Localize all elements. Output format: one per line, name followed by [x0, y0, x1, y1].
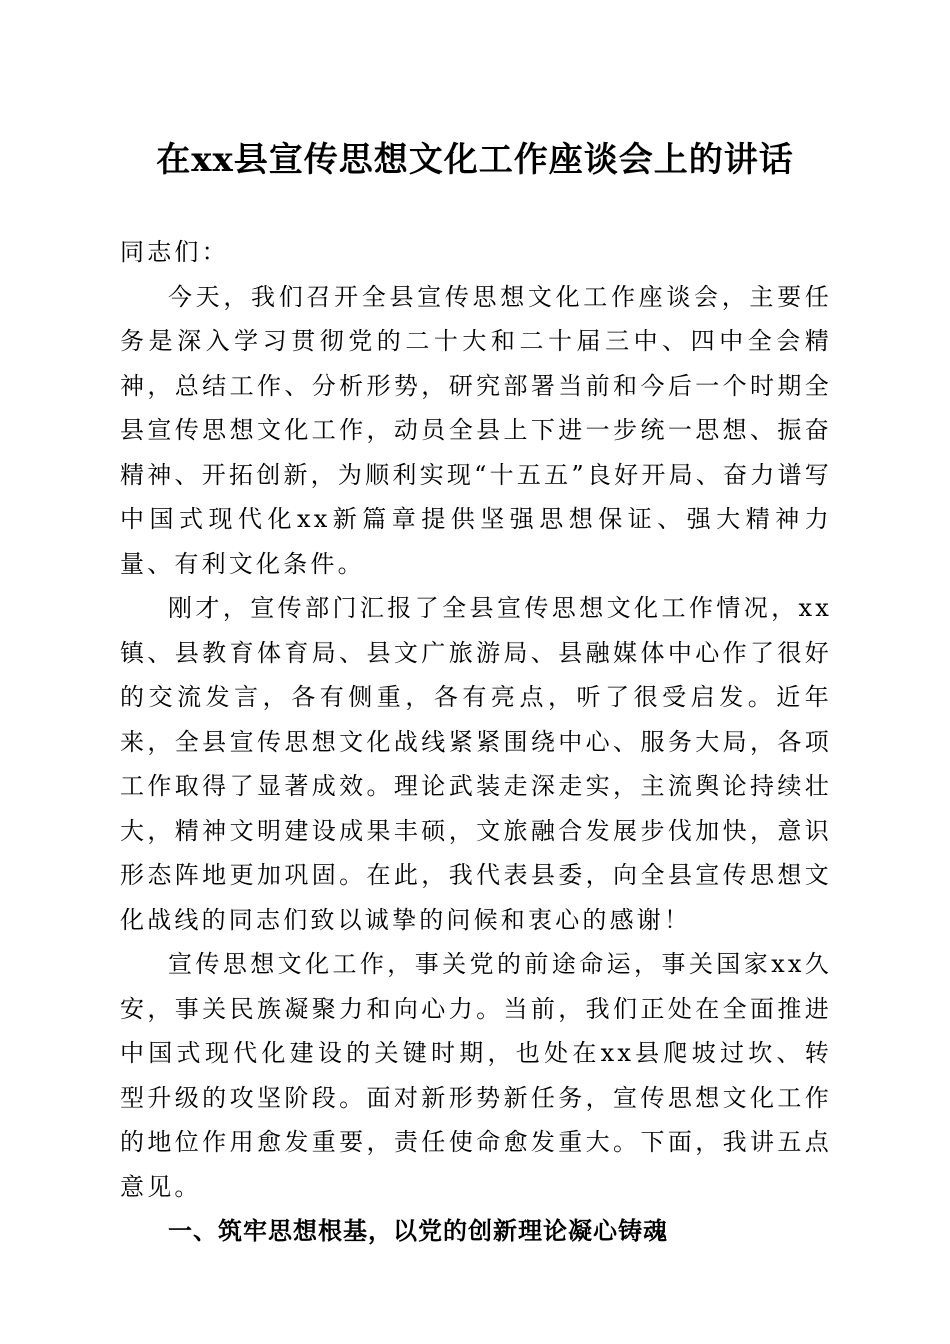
salutation: 同志们： [120, 238, 229, 266]
document-title: 在xx县宣传思想文化工作座谈会上的讲话 [156, 140, 794, 180]
section-heading: 一、筑牢思想根基，以党的创新理论凝心铸魂 [168, 1217, 668, 1245]
document-body [120, 230, 832, 1254]
paragraph-opening: 今天，我们召开全县宣传思想文化工作座谈会，主要任务是深入学习贯彻党的二十大和二十届三中、四中全会精神，总结工作、分析形势，研究部署当前和今后一个时期全县宣传思想文化工作，动员全县上下进一步统一思想、振奋精神、开拓创新，为顺利实现“十五五”良好开局、奋力谱写中国式现代化xx新篇章提供坚强思想保证、强大精神力量、有利文化条件。 [120, 282, 832, 578]
paragraph-review: 刚才，宣传部门汇报了全县宣传思想文化工作情况，xx镇、县教育体育局、县文广旅游局、县融媒体中心作了很好的交流发言，各有侧重，各有亮点，听了很受启发。近年来，全县宣传思想文化战线紧紧围绕中心、服务大局，各项工作取得了显著成效。理论武装走深走实，主流舆论持续壮大，精神文明建设成果丰硕，文旅融合发展步伐加快，意识形态阵地更加巩固。在此，我代表县委，向全县宣传思想文化战线的同志们致以诚挚的问候和衷心的感谢！ [120, 594, 832, 934]
paragraph-significance: 宣传思想文化工作，事关党的前途命运，事关国家xx久安，事关民族凝聚力和向心力。当前，我们正处在全面推进中国式现代化建设的关键时期，也处在xx县爬坡过坎、转型升级的攻坚阶段。面对新形势新任务，宣传思想文化工作的地位作用愈发重要，责任使命愈发重大。下面，我讲五点意见。 [120, 950, 832, 1201]
